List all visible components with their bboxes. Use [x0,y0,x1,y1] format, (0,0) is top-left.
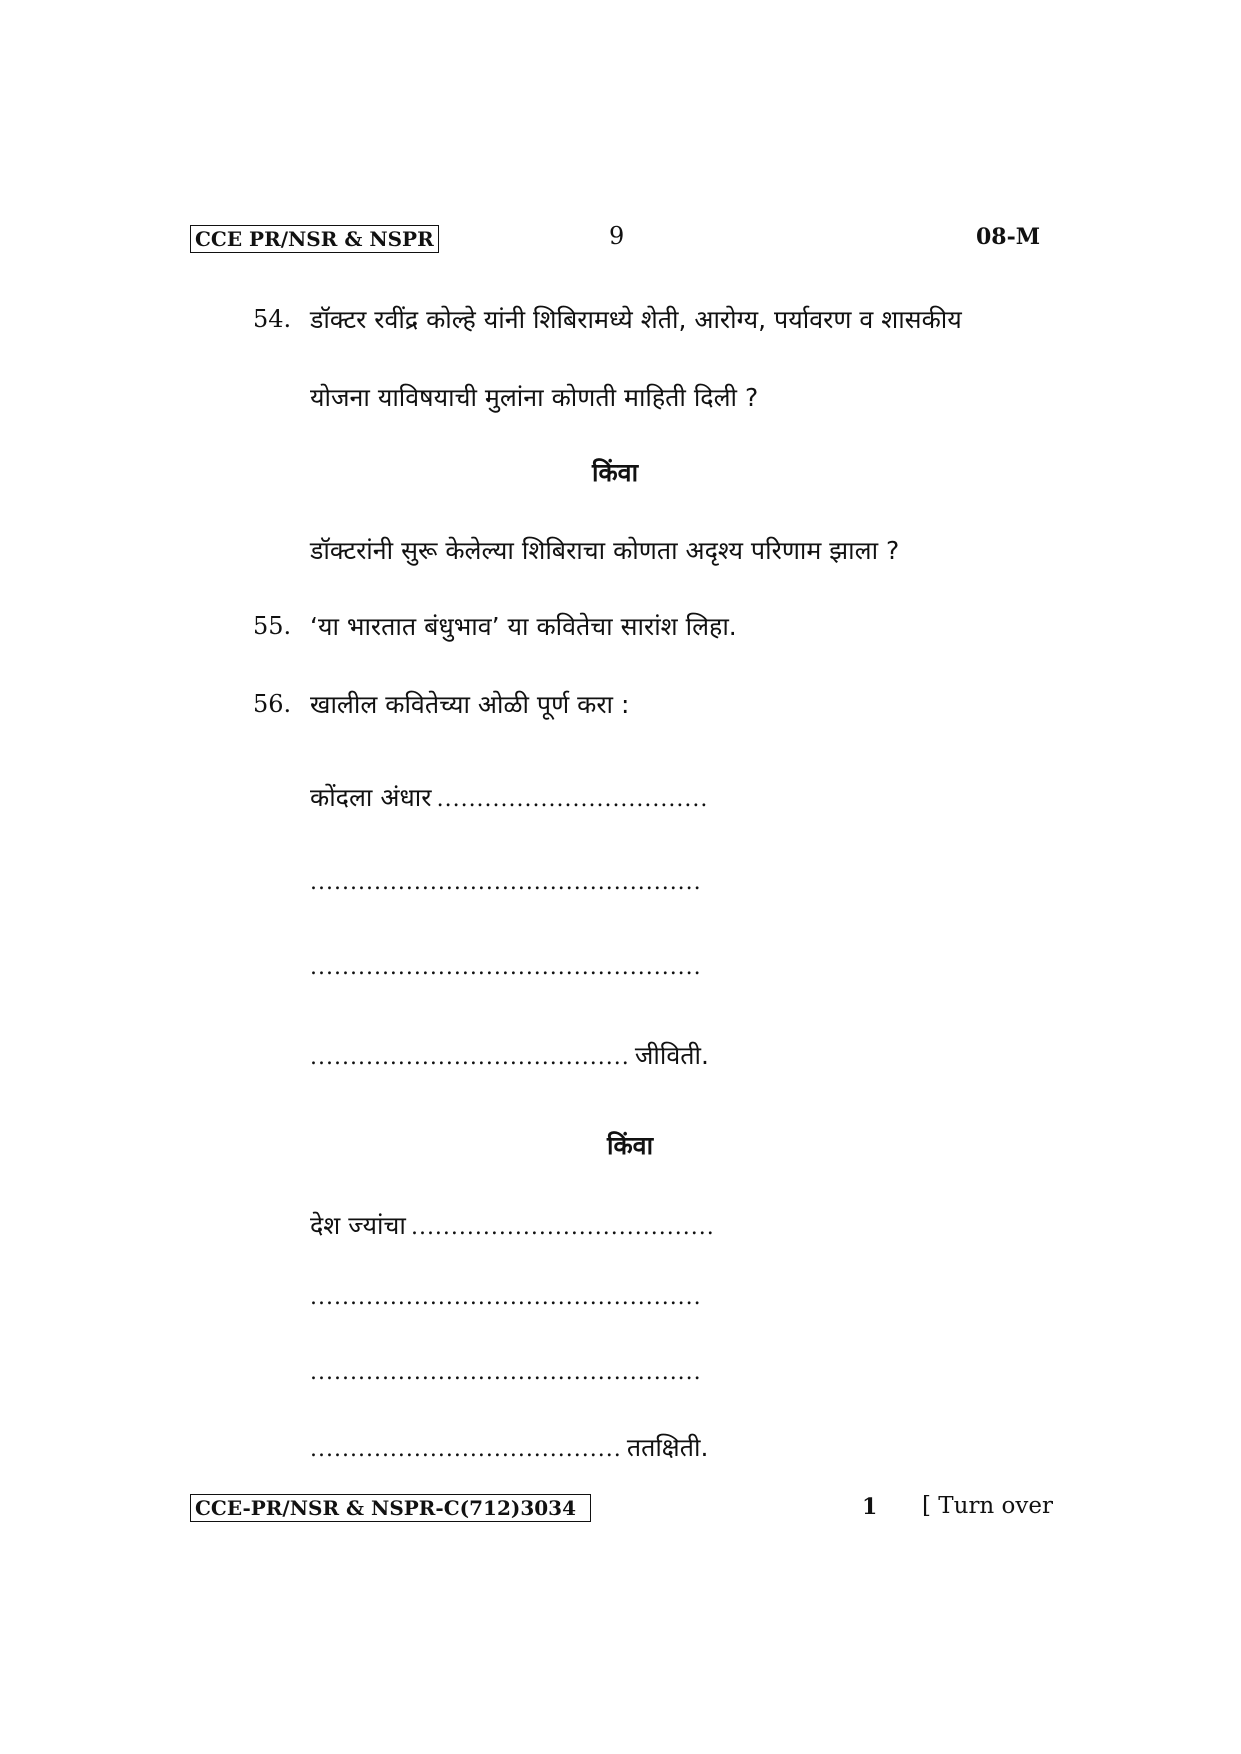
footer-page-count: 1 [862,1494,878,1520]
poem2-line4-end: ततक्षिती. [626,1433,709,1462]
poem1-line4 [310,1038,709,1072]
poem1-line2: ................................................. [310,870,702,895]
poem2-line1-start: देश ज्यांचा [310,1211,406,1240]
question-55-text: ‘या भारतात बंधुभाव’ या कवितेचा सारांश लिहा. [310,612,737,641]
question-54-line1: डॉक्टर रवींद्र कोल्हे यांनी शिबिरामध्ये शेती, आरोग्य, पर्यावरण व शासकीय [310,305,962,334]
question-54-line2: योजना याविषयाची मुलांना कोणती माहिती दिली ? [310,383,759,412]
poem1-line4-end: जीविती. [634,1041,709,1070]
poem1-line1-start: कोंदला अंधार [310,783,432,812]
poem2-line1-dots: ...................................... [410,1215,715,1240]
page-number: 9 [609,222,625,250]
question-55-number: 55. [253,612,292,640]
question-54-alternative: डॉक्टरांनी सुरू केलेल्या शिबिराचा कोणता अदृश्य परिणाम झाला ? [310,536,900,565]
question-56-number: 56. [253,690,292,718]
footer-code: CCE-PR/NSR & NSPR-C(712)3034 [190,1494,591,1522]
poem2-line4-dots: ....................................... [310,1437,622,1462]
poem2-line2: ................................................. [310,1285,702,1310]
poem1-line1 [310,780,708,814]
header-right-code: 08-M [976,224,1041,250]
or-label-56: किंवा [607,1131,654,1160]
poem1-line1-dots: .................................. [436,787,709,812]
or-label-54: किंवा [592,458,639,487]
poem1-line3: ................................................. [310,955,702,980]
poem2-line1 [310,1208,715,1242]
poem1-line4-dots: ........................................ [310,1045,630,1070]
poem2-line4 [310,1430,708,1464]
question-56-text: खालील कवितेच्या ओळी पूर्ण करा : [310,690,630,719]
question-54-number: 54. [253,305,292,333]
header-left-code: CCE PR/NSR & NSPR [190,225,439,253]
poem2-line3: ................................................. [310,1360,702,1385]
turn-over-label: [ Turn over [922,1493,1054,1519]
